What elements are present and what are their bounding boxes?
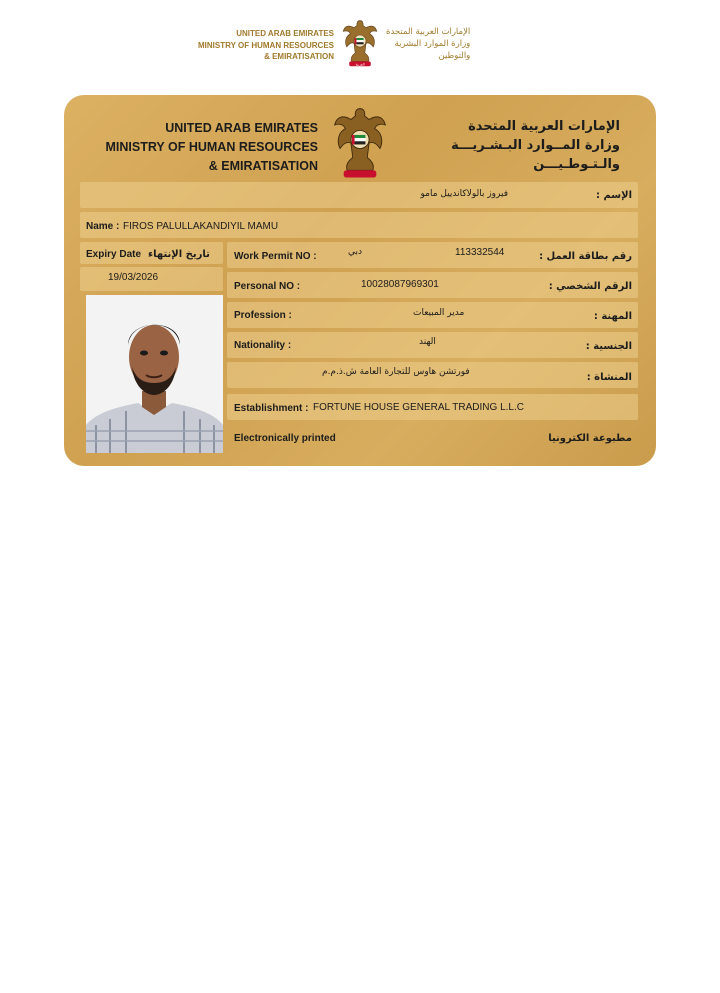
work-permit-label: Work Permit NO : xyxy=(234,251,317,262)
name-value: FIROS PALULLAKANDIYIL MAMU xyxy=(123,221,279,232)
expiry-value: 19/03/2026 xyxy=(108,272,159,283)
name-ar-value: فيروز بالولاكاندييل مامو xyxy=(420,189,508,199)
nationality-ar-label: الجنسية : xyxy=(585,341,632,352)
personal-no-value: 10028087969301 xyxy=(361,279,439,290)
profession-ar-label: المهنة : xyxy=(593,311,632,322)
expiry-label: Expiry Date xyxy=(86,249,142,260)
holder-photo xyxy=(86,295,223,453)
establishment-ar-value: فورتشن هاوس للتجارة العامة ش.ذ.م.م xyxy=(322,367,470,377)
uae-falcon-emblem-icon xyxy=(342,18,378,70)
name-ar-label: الإسم : xyxy=(595,190,632,201)
profession-value: مدير المبيعات xyxy=(413,308,465,318)
document-header xyxy=(0,18,720,70)
ministry-name-en: UNITED ARAB EMIRATES MINISTRY OF HUMAN RESOURCES & EMIRATISATION xyxy=(197,29,334,61)
profession-label: Profession : xyxy=(234,310,292,321)
card-ministry-name-en: UNITED ARAB EMIRATES MINISTRY OF HUMAN RESOURCES & EMIRATISATION xyxy=(105,121,318,173)
expiry-ar-label: تاريخ الإنتهاء xyxy=(148,249,210,260)
card-ministry-name-ar: الإمارات العربية المتحدة وزارة المــوارد البـشـريـــة والـتـوطـيـــن xyxy=(451,119,620,172)
ministry-name-ar: الإمارات العربية المتحدة وزارة الموارد البشرية والتوطين xyxy=(386,27,471,61)
uae-falcon-emblem-icon xyxy=(330,105,390,183)
name-ar-row xyxy=(80,182,638,208)
personal-no-label: Personal NO : xyxy=(234,281,301,292)
work-permit-card xyxy=(64,95,656,466)
nationality-value: الهند xyxy=(419,337,436,347)
nationality-label: Nationality : xyxy=(234,340,292,351)
holder-photo-image xyxy=(86,295,223,453)
establishment-ar-label: المنشاة : xyxy=(586,372,632,383)
personal-no-ar-label: الرقم الشخصي : xyxy=(548,281,632,292)
electronically-printed-label: Electronically printed xyxy=(234,433,336,444)
work-permit-city: دبي xyxy=(348,247,363,257)
work-permit-ar-label: رقم بطاقة العمل : xyxy=(539,251,632,262)
name-label: Name : xyxy=(86,221,120,232)
electronically-printed-ar-label: مطبوعة الكترونيا xyxy=(548,433,632,444)
establishment-value: FORTUNE HOUSE GENERAL TRADING L.L.C xyxy=(313,402,524,413)
work-permit-value: 113332544 xyxy=(455,247,505,258)
svg-text:العربية: العربية xyxy=(355,62,365,67)
establishment-label: Establishment : xyxy=(234,403,309,414)
